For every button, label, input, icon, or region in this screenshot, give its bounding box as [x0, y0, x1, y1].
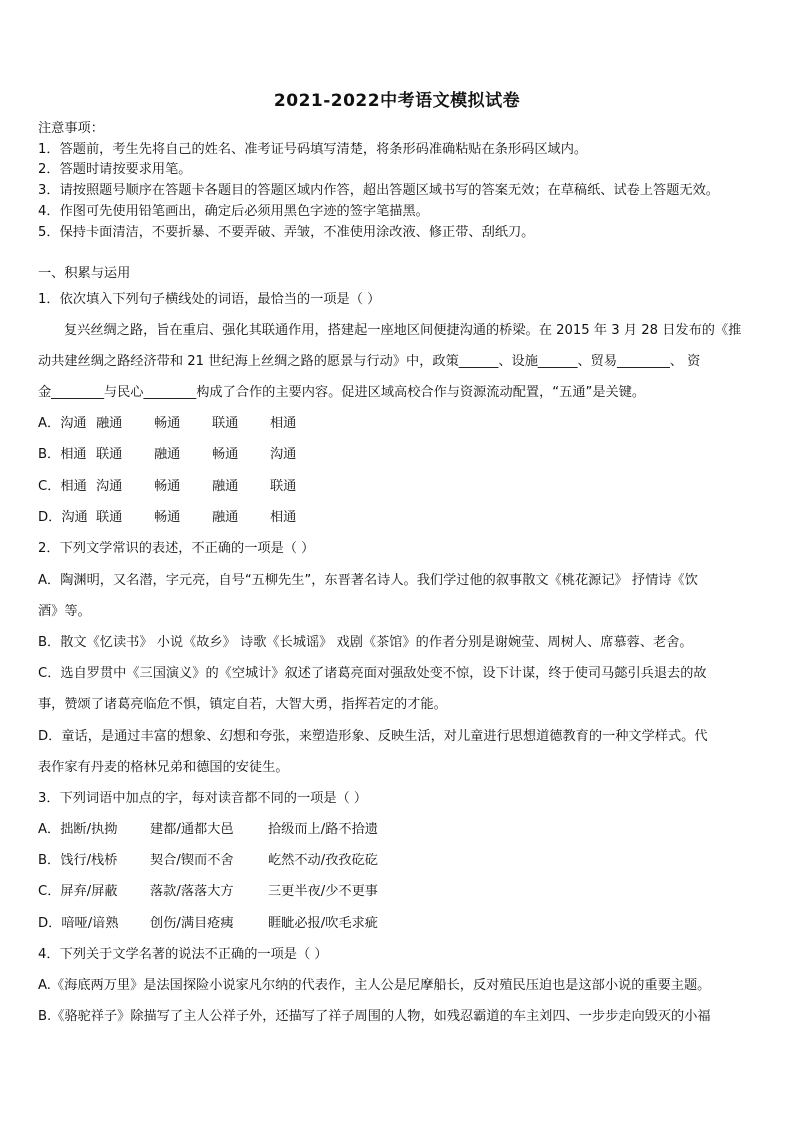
question-1-passage: 复兴丝绸之路，旨在重启、强化其联通作用，搭建起一座地区间便捷沟通的桥梁。在 2015 年 3 月 28 日发布的《推: [64, 323, 742, 338]
question-2-line: C．选自罗贯中《三国演义》的《空城计》叙述了诸葛亮面对强敌处变不惊，设下计谋，终于使司马懿引兵退去的故: [38, 666, 707, 681]
question-2-line: A．陶渊明，又名潜，字元亮，自号“五柳先生”，东晋著名诗人。我们学过他的叙事散文《桃花源记》 抒情诗《饮: [38, 573, 698, 588]
question-2-line: B．散文《忆读书》 小说《故乡》 诗歌《长城谣》 戏剧《茶馆》的作者分别是谢婉莹、周树人、席慕蓉、老舍。: [38, 635, 693, 650]
page-title: 2021-2022中考语文模拟试卷: [273, 91, 521, 111]
question-3-option-a: A．拙断/执拗 建都/通都大邑 拾级而上/路不拾遗: [38, 822, 378, 837]
question-1-option-a: A．沟通 融通 畅通 联通 相通: [38, 416, 297, 431]
question-1-option-b: B．相通 联通 融通 畅通 沟通: [38, 447, 297, 462]
question-1-passage: 金________与民心________构成了合作的主要内容。促进区域高校合作与资源流动配置，“五通”是关键。: [38, 385, 646, 400]
question-1-passage: 动共建丝绸之路经济带和 21 世纪海上丝绸之路的愿景与行动》中，政策______、设施______、贸易________、 资: [38, 354, 701, 369]
question-2-line: D．童话，是通过丰富的想象、幻想和夸张，来塑造形象、反映生活，对儿童进行思想道德教育的一种文学样式。代: [38, 729, 708, 744]
question-3-stem: 3．下列词语中加点的字，每对读音都不同的一项是（ ）: [38, 791, 368, 806]
question-4-stem: 4．下列关于文学名著的说法不正确的一项是（ ）: [38, 947, 328, 962]
notice-item: 3．请按照题号顺序在答题卡各题目的答题区域内作答，超出答题区域书写的答案无效；在草稿纸、试卷上答题无效。: [38, 183, 719, 198]
question-4-line: A.《海底两万里》是法国探险小说家凡尔纳的代表作，主人公是尼摩船长，反对殖民压迫也是这部小说的重要主题。: [38, 978, 711, 993]
question-2-line: 事，赞颂了诸葛亮临危不惧，镇定自若，大智大勇，指挥若定的才能。: [38, 697, 447, 712]
notice-heading: 注意事项：: [38, 121, 104, 136]
question-3-option-d: D．喑哑/谙熟 创伤/满目疮痍 睚眦必报/吹毛求疵: [38, 916, 378, 931]
question-3-option-c: C．屏弃/屏蔽 落款/落落大方 三更半夜/少不更事: [38, 884, 378, 899]
notice-item: 2．答题时请按要求用笔。: [38, 162, 192, 177]
question-2-stem: 2．下列文学常识的表述，不正确的一项是（ ）: [38, 541, 315, 556]
question-2-line: 表作家有丹麦的格林兄弟和德国的安徒生。: [38, 760, 289, 775]
question-3-option-b: B．饯行/栈桥 契合/锲而不舍 屹然不动/孜孜矻矻: [38, 853, 378, 868]
notice-item: 5．保持卡面清洁，不要折暴、不要弄破、弄皱，不准使用涂改液、修正带、刮纸刀。: [38, 225, 535, 240]
notice-item: 1．答题前，考生先将自己的姓名、准考证号码填写清楚，将条形码准确粘贴在条形码区域内。: [38, 142, 588, 157]
question-4-line: B.《骆驼祥子》除描写了主人公祥子外，还描写了祥子周围的人物，如残忍霸道的车主刘四、一步步走向毁灭的小福: [38, 1009, 711, 1024]
question-1-option-d: D．沟通 联通 畅通 融通 相通: [38, 510, 297, 525]
question-2-line: 酒》等。: [38, 604, 91, 619]
section-heading: 一、积累与运用: [38, 266, 131, 281]
notice-item: 4．作图可先使用铅笔画出，确定后必须用黑色字迹的签字笔描黑。: [38, 204, 429, 219]
question-1-option-c: C．相通 沟通 畅通 融通 联通: [38, 479, 297, 494]
question-1-stem: 1．依次填入下列句子横线处的词语，最恰当的一项是（ ）: [38, 292, 381, 307]
